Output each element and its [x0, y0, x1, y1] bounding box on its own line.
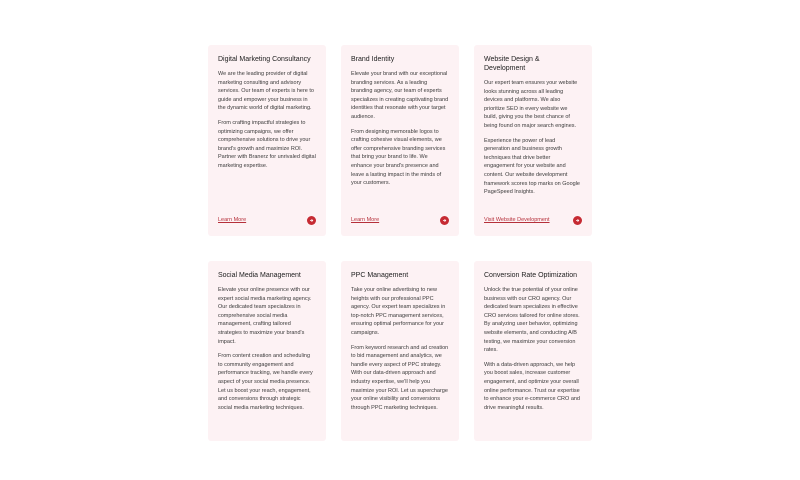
card-link-row: [484, 215, 582, 225]
service-card-social-media: [208, 261, 326, 441]
card-description-secondary: From designing memorable logos to crafting cohesive visual elements, we offer comprehensive branding services that bring your brand to life. We enhance your brand's presence and leave a lasting impact in the minds of your customers.: [351, 128, 446, 187]
card-link-row: [351, 215, 449, 225]
card-title: Conversion Rate Optimization: [484, 272, 577, 279]
arrow-right-circle-icon[interactable]: [440, 216, 449, 225]
card-title: Brand Identity: [351, 56, 395, 63]
card-description: Elevate your brand with our exceptional branding services. As a leading branding agency, our team of experts specializes in creating captivating brand identities that resonate with your target audience.: [351, 71, 449, 120]
card-description: Take your online advertising to new heights with our professional PPC agency. Our expert team specializes in top-notch PPC management services, ensuring optimal performance for your campaigns.: [351, 287, 446, 336]
learn-more-link[interactable]: Learn More: [218, 217, 247, 223]
card-title: Social Media Management: [218, 272, 301, 279]
card-description: Our expert team ensures your website looks stunning across all leading devices and platforms. We also prioritize SEO in every website we build, giving you the best chance of being found on major search engines.: [484, 80, 578, 129]
card-description-secondary: From crafting impactful strategies to optimizing campaigns, we offer comprehensive solutions to drive your brand's growth and maximize ROI. Partner with Branerz for unrivaled digital marketing expertise.: [218, 119, 316, 169]
arrow-right-circle-icon[interactable]: [307, 216, 316, 225]
card-title: Digital Marketing Consultancy: [218, 56, 311, 63]
service-card-digital-marketing: [208, 45, 326, 236]
card-description-secondary: From content creation and scheduling to community engagement and performance tracking, we handle every aspect of your social media presence. Let us boost your reach, engagement, and conversions through strategic social media marketing techniques.: [218, 353, 313, 411]
card-description-secondary: With a data-driven approach, we help you boost sales, increase customer engagement, and optimize your overall online performance. Trust our expertise to enhance your e-commerce CRO and drive meaningful results.: [484, 361, 580, 411]
service-card-ppc: [341, 261, 459, 441]
service-card-brand-identity: [341, 45, 459, 236]
card-description-secondary: From keyword research and ad creation to bid management and analytics, we handle every aspect of PPC strategy. With our data-driven approach and industry expertise, we'll help you maximize your ROI. Let us supercharge your online visibility and conversions through PPC marketing techniques.: [351, 344, 449, 411]
card-description: Elevate your online presence with our expert social media marketing agency. Our dedicated team specializes in comprehensive social media management, crafting tailored strategies to maximize your brand's impact.: [218, 287, 312, 345]
learn-more-link[interactable]: Learn More: [351, 217, 380, 223]
visit-website-development-link[interactable]: Visit Website Development: [484, 217, 550, 223]
service-card-cro: [474, 261, 592, 441]
card-description: We are the leading provider of digital marketing consulting and advisory services. Our team of experts is here to guide and empower your business in the dynamic world of digital marketing.: [218, 71, 314, 112]
service-card-website-design: [474, 45, 592, 236]
card-title: PPC Management: [351, 272, 409, 279]
card-description: Unlock the true potential of your online business with our CRO agency. Our dedicated team specializes in effective CRO services tailored for online stores. By analyzing user behavior, optimizing website elements, and conducting A/B testing, we maximize your conversion rates.: [484, 287, 580, 354]
card-link-row: [218, 215, 316, 225]
card-description-secondary: Experience the power of lead generation and business growth techniques that drive better engagement for your website and content. Our website development framework scores top marks on Google PageSpeed Insights.: [484, 137, 580, 196]
arrow-right-circle-icon[interactable]: [573, 216, 582, 225]
card-title: Website Design & Development: [484, 56, 540, 72]
